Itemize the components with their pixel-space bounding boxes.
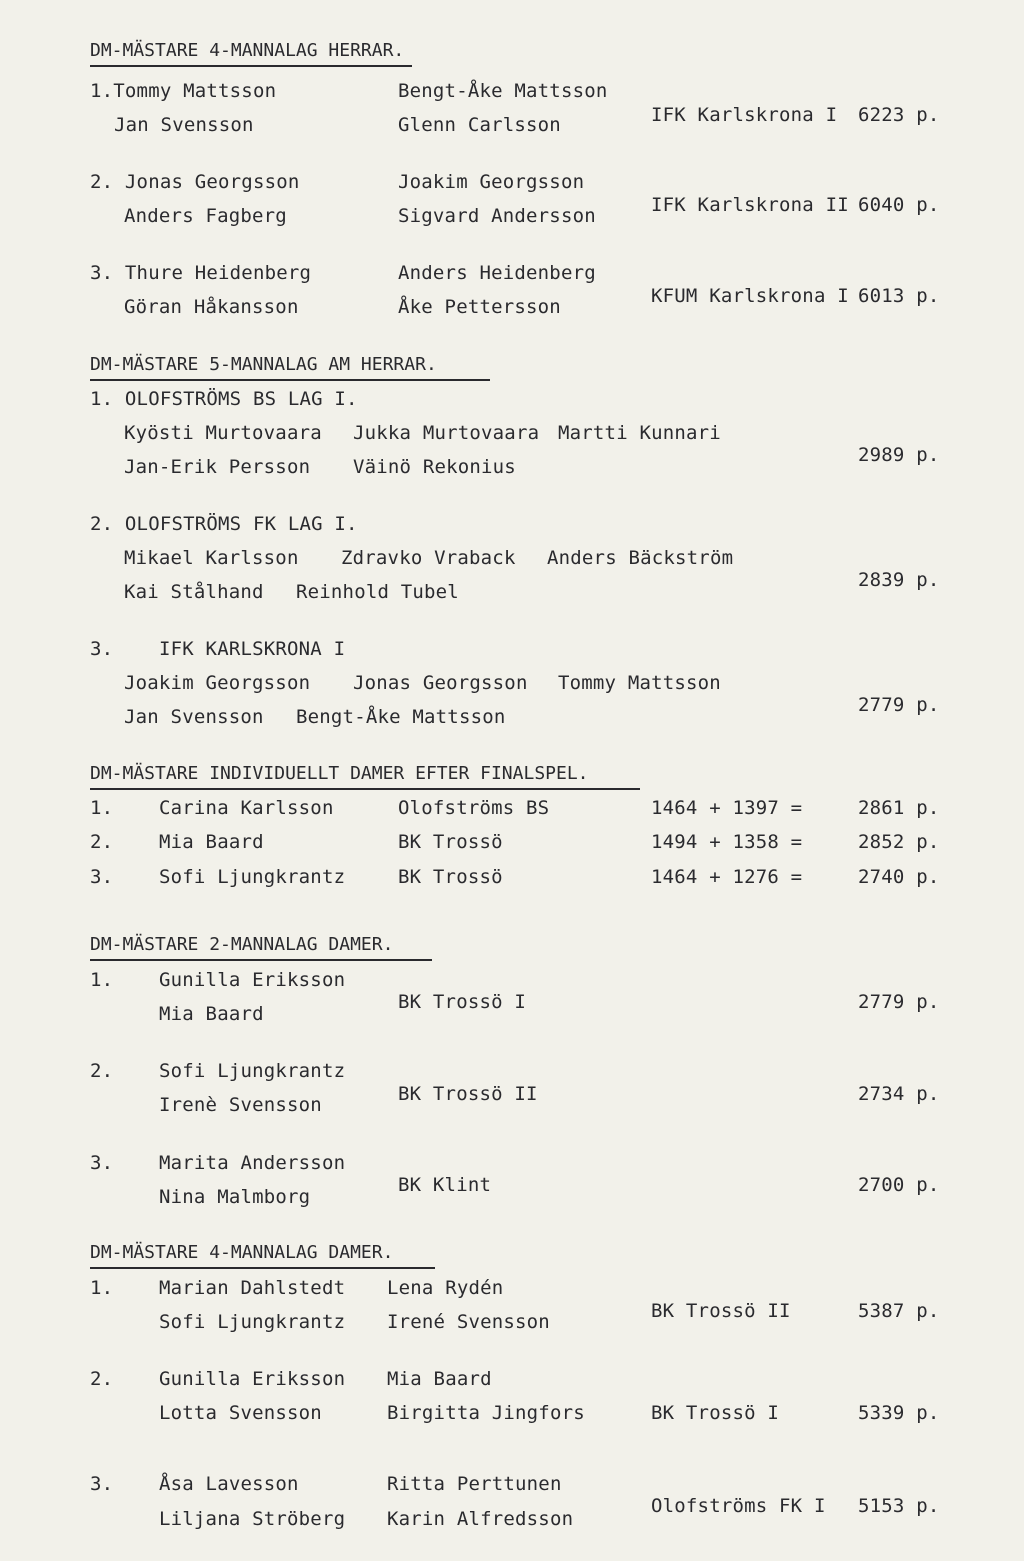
s1-row2-name1: 2. Jonas Georgsson	[90, 171, 300, 193]
s3-row3-club: BK Trossö	[398, 866, 503, 888]
s5-row3-name4: Karin Alfredsson	[387, 1508, 574, 1530]
s4-row3-name1: Marita Andersson	[159, 1152, 346, 1174]
s4-row1-points: 2779 p.	[858, 991, 940, 1013]
section-title-5-mannalag-am-herrar: DM-MÄSTARE 5-MANNALAG AM HERRAR.	[90, 354, 490, 381]
s1-row3-name1: 3. Thure Heidenberg	[90, 262, 312, 284]
s1-row3-name2: Göran Håkansson	[124, 296, 299, 318]
s4-row3-points: 2700 p.	[858, 1174, 940, 1196]
s1-row3-club: KFUM Karlskrona I	[651, 285, 849, 307]
s3-row2-rank: 2.	[90, 831, 114, 853]
section-title-2-mannalag-damer: DM-MÄSTARE 2-MANNALAG DAMER.	[90, 934, 432, 961]
s2-team2-player4: Kai Stålhand	[124, 581, 264, 603]
s1-row2-club: IFK Karlskrona II	[651, 194, 849, 216]
s5-row1-name3: Lena Rydén	[387, 1277, 504, 1299]
s4-row2-name1: Sofi Ljungkrantz	[159, 1060, 346, 1082]
s2-team2-points: 2839 p.	[858, 569, 940, 591]
s1-row3-name3: Anders Heidenberg	[398, 262, 596, 284]
s3-row3-rank: 3.	[90, 866, 114, 888]
s3-row2-name: Mia Baard	[159, 831, 264, 853]
s4-row1-name2: Mia Baard	[159, 1003, 264, 1025]
s5-row2-name1: Gunilla Eriksson	[159, 1368, 346, 1390]
s2-team1-player2: Jukka Murtovaara	[353, 422, 540, 444]
s3-row1-calc: 1464 + 1397 =	[651, 797, 803, 819]
s5-row2-name2: Lotta Svensson	[159, 1402, 322, 1424]
s2-team2-player1: Mikael Karlsson	[124, 547, 299, 569]
s2-team1-player3: Martti Kunnari	[558, 422, 721, 444]
s2-team3-rank: 3.	[90, 638, 114, 660]
s2-team3-player1: Joakim Georgsson	[124, 672, 311, 694]
s5-row2-name3: Mia Baard	[387, 1368, 492, 1390]
s4-row1-name1: Gunilla Eriksson	[159, 969, 346, 991]
s2-team2-player3: Anders Bäckström	[547, 547, 734, 569]
s5-row1-rank: 1.	[90, 1277, 114, 1299]
s2-team2-player5: Reinhold Tubel	[296, 581, 459, 603]
s1-row2-points: 6040 p.	[858, 194, 940, 216]
s4-row1-rank: 1.	[90, 969, 114, 991]
s1-row1-name3: Bengt-Åke Mattsson	[398, 80, 608, 102]
s2-team3-points: 2779 p.	[858, 694, 940, 716]
s1-row1-points: 6223 p.	[858, 104, 940, 126]
s4-row1-club: BK Trossö I	[398, 991, 527, 1013]
s1-row1-name2: Jan Svensson	[114, 114, 254, 136]
section-title-4-mannalag-damer: DM-MÄSTARE 4-MANNALAG DAMER.	[90, 1242, 435, 1269]
section-title-individuellt-damer: DM-MÄSTARE INDIVIDUELLT DAMER EFTER FINALSPEL.	[90, 763, 640, 790]
s1-row3-points: 6013 p.	[858, 285, 940, 307]
s5-row1-name1: Marian Dahlstedt	[159, 1277, 346, 1299]
s2-team2-player2: Zdravko Vraback	[341, 547, 516, 569]
s3-row2-calc: 1494 + 1358 =	[651, 831, 803, 853]
s2-team1-player1: Kyösti Murtovaara	[124, 422, 322, 444]
s1-row2-name2: Anders Fagberg	[124, 205, 287, 227]
s4-row3-name2: Nina Malmborg	[159, 1186, 311, 1208]
s1-row2-name3: Joakim Georgsson	[398, 171, 585, 193]
section-title-4-mannalag-herrar: DM-MÄSTARE 4-MANNALAG HERRAR.	[90, 40, 412, 67]
s5-row3-name3: Ritta Perttunen	[387, 1473, 562, 1495]
s5-row3-name2: Liljana Ströberg	[159, 1508, 346, 1530]
s5-row3-name1: Åsa Lavesson	[159, 1473, 299, 1495]
s5-row1-name2: Sofi Ljungkrantz	[159, 1311, 346, 1333]
s5-row2-name4: Birgitta Jingfors	[387, 1402, 585, 1424]
s4-row2-points: 2734 p.	[858, 1083, 940, 1105]
s2-team1-name: 1. OLOFSTRÖMS BS LAG I.	[90, 388, 358, 410]
s5-row1-name4: Irené Svensson	[387, 1311, 550, 1333]
s3-row3-name: Sofi Ljungkrantz	[159, 866, 346, 888]
s3-row1-name: Carina Karlsson	[159, 797, 334, 819]
s3-row3-points: 2740 p.	[858, 866, 940, 888]
s2-team2-name: 2. OLOFSTRÖMS FK LAG I.	[90, 513, 358, 535]
s1-row2-name4: Sigvard Andersson	[398, 205, 596, 227]
s5-row2-rank: 2.	[90, 1368, 114, 1390]
s2-team3-player5: Bengt-Åke Mattsson	[296, 706, 506, 728]
s3-row3-calc: 1464 + 1276 =	[651, 866, 803, 888]
s4-row2-rank: 2.	[90, 1060, 114, 1082]
s1-row1-name4: Glenn Carlsson	[398, 114, 561, 136]
s3-row1-club: Olofströms BS	[398, 797, 550, 819]
s2-team1-points: 2989 p.	[858, 444, 940, 466]
s5-row1-club: BK Trossö II	[651, 1300, 791, 1322]
s5-row1-points: 5387 p.	[858, 1300, 940, 1322]
s5-row3-points: 5153 p.	[858, 1495, 940, 1517]
s4-row3-rank: 3.	[90, 1152, 114, 1174]
s2-team1-player5: Väinö Rekonius	[353, 456, 516, 478]
s4-row2-name2: Irenè Svensson	[159, 1094, 322, 1116]
s2-team3-player3: Tommy Mattsson	[558, 672, 721, 694]
s1-row1-club: IFK Karlskrona I	[651, 104, 838, 126]
s3-row2-club: BK Trossö	[398, 831, 503, 853]
s5-row3-rank: 3.	[90, 1473, 114, 1495]
s2-team1-player4: Jan-Erik Persson	[124, 456, 311, 478]
s5-row2-club: BK Trossö I	[651, 1402, 780, 1424]
s4-row3-club: BK Klint	[398, 1174, 492, 1196]
s2-team3-player2: Jonas Georgsson	[353, 672, 528, 694]
s3-row1-points: 2861 p.	[858, 797, 940, 819]
s2-team3-name: IFK KARLSKRONA I	[159, 638, 346, 660]
s3-row2-points: 2852 p.	[858, 831, 940, 853]
s5-row2-points: 5339 p.	[858, 1402, 940, 1424]
s4-row2-club: BK Trossö II	[398, 1083, 538, 1105]
s3-row1-rank: 1.	[90, 797, 114, 819]
s2-team3-player4: Jan Svensson	[124, 706, 264, 728]
s1-row1-name1: 1.Tommy Mattsson	[90, 80, 277, 102]
s1-row3-name4: Åke Pettersson	[398, 296, 561, 318]
s5-row3-club: Olofströms FK I	[651, 1495, 826, 1517]
